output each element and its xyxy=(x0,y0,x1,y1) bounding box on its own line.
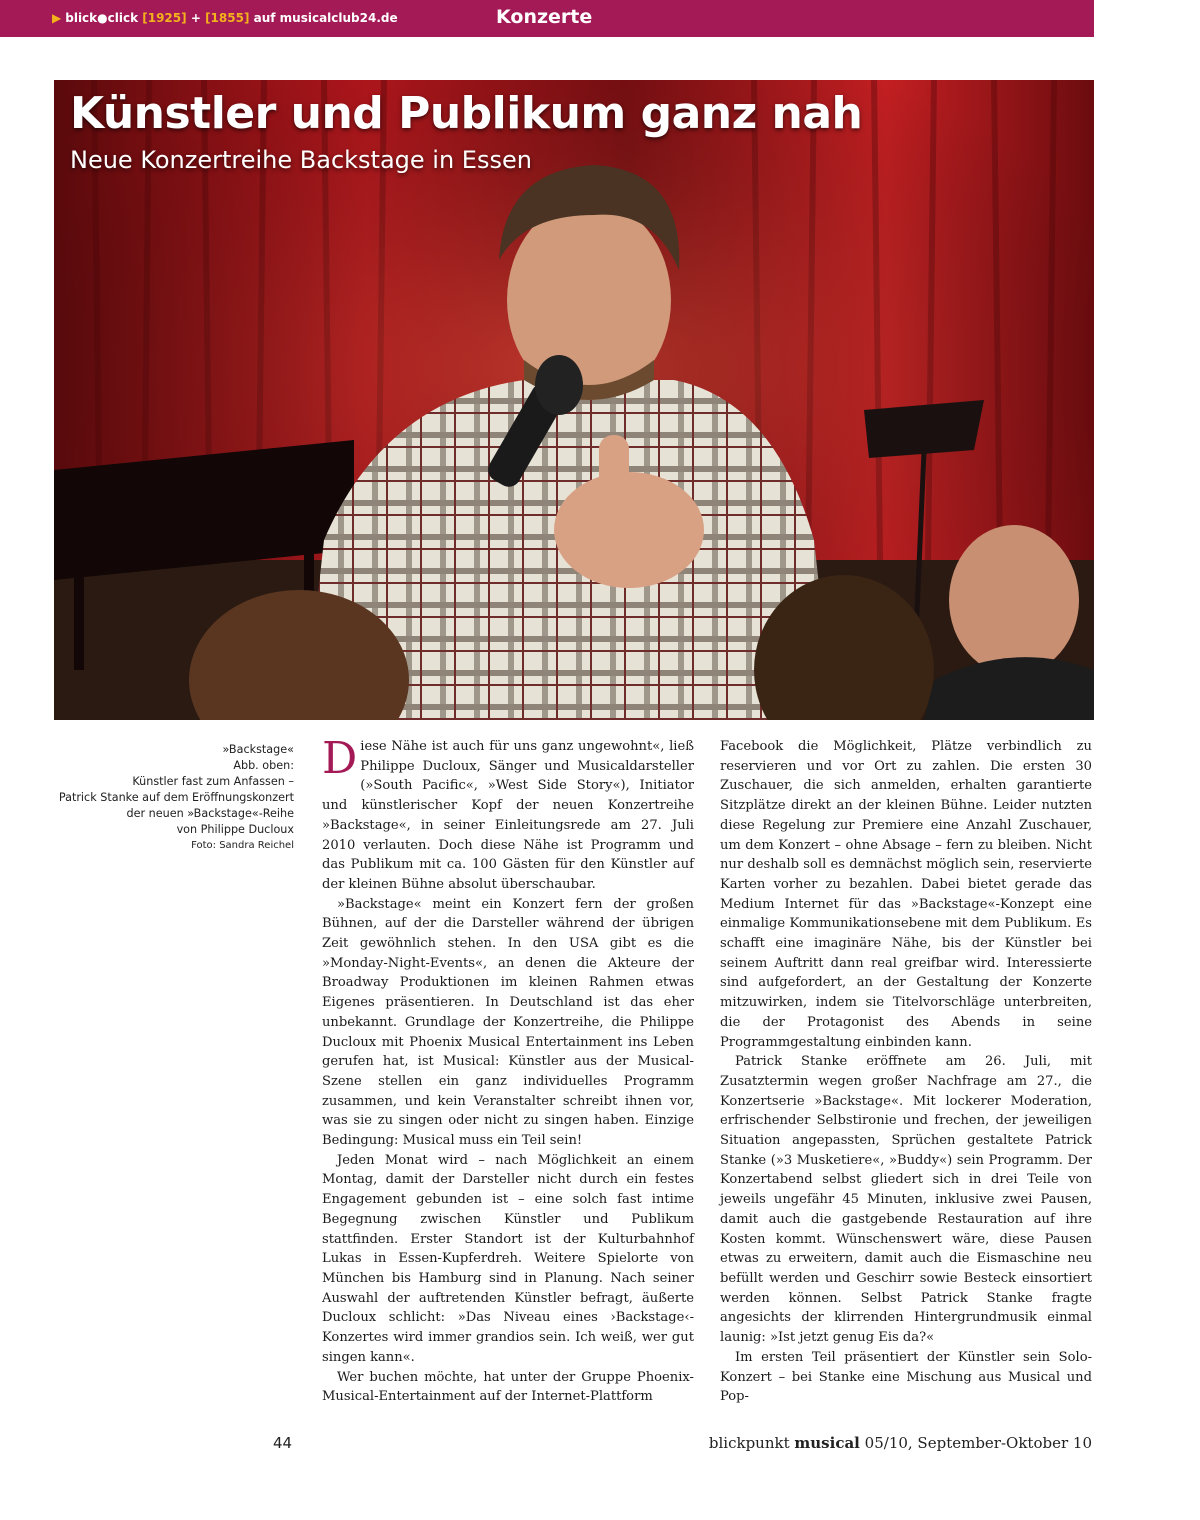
article-column-2 xyxy=(720,737,1092,1407)
concert-photo-illustration xyxy=(54,80,1094,720)
header-link-line[interactable] xyxy=(52,11,398,25)
article-paragraph: Im ersten Teil präsentiert der Künstler sein Solo-Konzert – bei Stanke eine Mischung aus Musical und Pop- xyxy=(720,1349,1092,1405)
article-paragraph: Patrick Stanke eröffnete am 26. Juli, mit Zusatztermin wegen großer Nachfrage am 27., die Konzertserie »Backstage«. Mit lockerer Moderation, erfrischender Selbstironie und frechen, der jeweiligen Situation angepassten, Sprüchen gestaltete Patrick Stanke (»3 Musketiere«, »Buddy«) sein Programm. Der Konzertabend selbst gliedert sich in drei Teile von jeweils ungefähr 45 Minuten, inklusive zwei Pausen, damit auch die gastgebende Restauration auf ihre Kosten kommt. Wünschenswert wäre, diese Pausen etwas zu erweitern, damit auch die Eismaschine neu befüllt werden und Geschirr sowie Besteck einsortiert werden können. Selbst Patrick Stanke fragte angesichts der klirrenden Hintergrundmusik einmal launig: »Ist jetzt genug Eis da?« xyxy=(720,1054,1092,1346)
header-bar xyxy=(0,0,1094,37)
header-code-1: [1925] xyxy=(142,11,187,25)
caption-line: Künstler fast zum Anfassen – xyxy=(132,775,294,788)
article-paragraph: »Backstage« meint ein Konzert fern der großen Bühnen, auf der die Darsteller während der übrigen Zeit gewöhnlich stehen. In den USA gibt es die »Monday-Night-Events«, an denen die Akteure der Broadway Produktionen im kleinen Rahmen etwas Eigenes präsentieren. In Deutschland ist das eher unbekannt. Grundlage der Konzertreihe, die Philippe Ducloux mit Phoenix Musical Entertainment ins Leben gerufen hat, ist Musical: Künstler aus der Musical-Szene stellen ein ganz individuelles Programm zusammen, und kein Veranstalter schreibt ihnen vor, was sie zu singen oder nicht zu singen haben. Einzige Bedingung: Musical muss ein Teil sein! xyxy=(322,896,694,1149)
drop-cap: D xyxy=(322,733,358,784)
article-subheadline: Neue Konzertreihe Backstage in Essen xyxy=(70,146,532,174)
article-headline: Künstler und Publikum ganz nah xyxy=(70,88,863,139)
caption-line: »Backstage« xyxy=(222,743,294,756)
caption-line: der neuen »Backstage«-Reihe xyxy=(126,807,294,820)
double-arrow-icon: ▶ xyxy=(52,11,62,25)
section-title: Konzerte xyxy=(496,6,593,28)
article-column-1 xyxy=(322,733,694,1407)
article-paragraph-continued: Wer buchen möchte, hat unter der Gruppe Phoenix-Musical-Entertainment auf der Internet-Plattform xyxy=(322,1369,694,1405)
page-number: 44 xyxy=(273,1434,293,1452)
header-site-text: auf musicalclub24.de xyxy=(253,11,398,25)
hero-photo xyxy=(54,80,1094,720)
caption-line: Patrick Stanke auf dem Eröffnungskonzert xyxy=(58,791,294,804)
article-paragraph: Jeden Monat wird – nach Möglichkeit an einem Montag, damit der Darsteller nicht durch ein festes Engagement gebunden ist – eine solch fast intime Begegnung zwischen Künstler und Publikum stattfinden. Erster Standort ist der Kulturbahnhof Lukas in Essen-Kupferdreh. Weitere Spielorte von München bis Hamburg sind in Planung. Nach seiner Auswahl der auftretenden Künstler befragt, äußerte Ducloux schlicht: »Das Niveau eines ›Backstage‹-Konzertes wird immer grandios sein. Ich weiß, wer gut singen kann«. xyxy=(322,1152,694,1365)
header-brand: blick●click xyxy=(65,11,139,25)
header-code-2: [1855] xyxy=(205,11,250,25)
article-paragraph-cont: Facebook die Möglichkeit, Plätze verbindlich zu reservieren und vor Ort zu zahlen. Die ersten 30 Zuschauer, die sich anmelden, erhalten garantierte Sitzplätze direkt an der kleinen Bühne. Leider nutzten diese Regelung zur Premiere eine Anzahl Zuschauer, um dem Konzert – ohne Absage – fern zu bleiben. Nicht nur deshalb soll es demnächst möglich sein, reservierte Karten vorher zu bezahlen. Dabei bietet gerade das Medium Internet für das »Backstage«-Konzept eine einmalige Kommunikationsebene mit dem Publikum. Es schafft eine imaginäre Nähe, bis der Künstler bei seinem Auftritt dann real greifbar wird. Interessierte sind aufgefordert, an der Gestaltung der Konzerte mitzuwirken, indem sie Titelvorschläge unterbreiten, die der Protagonist des Abends in seine Programmgestaltung einbinden kann. xyxy=(720,739,1092,1050)
article-paragraph: Diese Nähe ist auch für uns ganz ungewohnt«, ließ Philippe Ducloux, Sänger und Musicaldarsteller (»South Pacific«, »West Side Story«), Initiator und künstlerischer Kopf der neuen Konzertreihe »Backstage«, in seiner Einleitungsrede am 27. Juli 2010 verlauten. Doch diese Nähe ist Programm und das Publikum mit ca. 100 Gästen für den Künstler auf der kleinen Bühne absolut überschaubar. xyxy=(322,733,694,892)
photo-credit: Foto: Sandra Reichel xyxy=(191,840,294,851)
caption-line: Abb. oben: xyxy=(233,759,294,772)
header-plus: + xyxy=(190,11,201,25)
publication-info: blickpunkt musical 05/10, September-Oktober 10 xyxy=(708,1434,1092,1452)
caption-line: von Philippe Ducloux xyxy=(176,823,294,836)
photo-caption xyxy=(54,742,294,854)
